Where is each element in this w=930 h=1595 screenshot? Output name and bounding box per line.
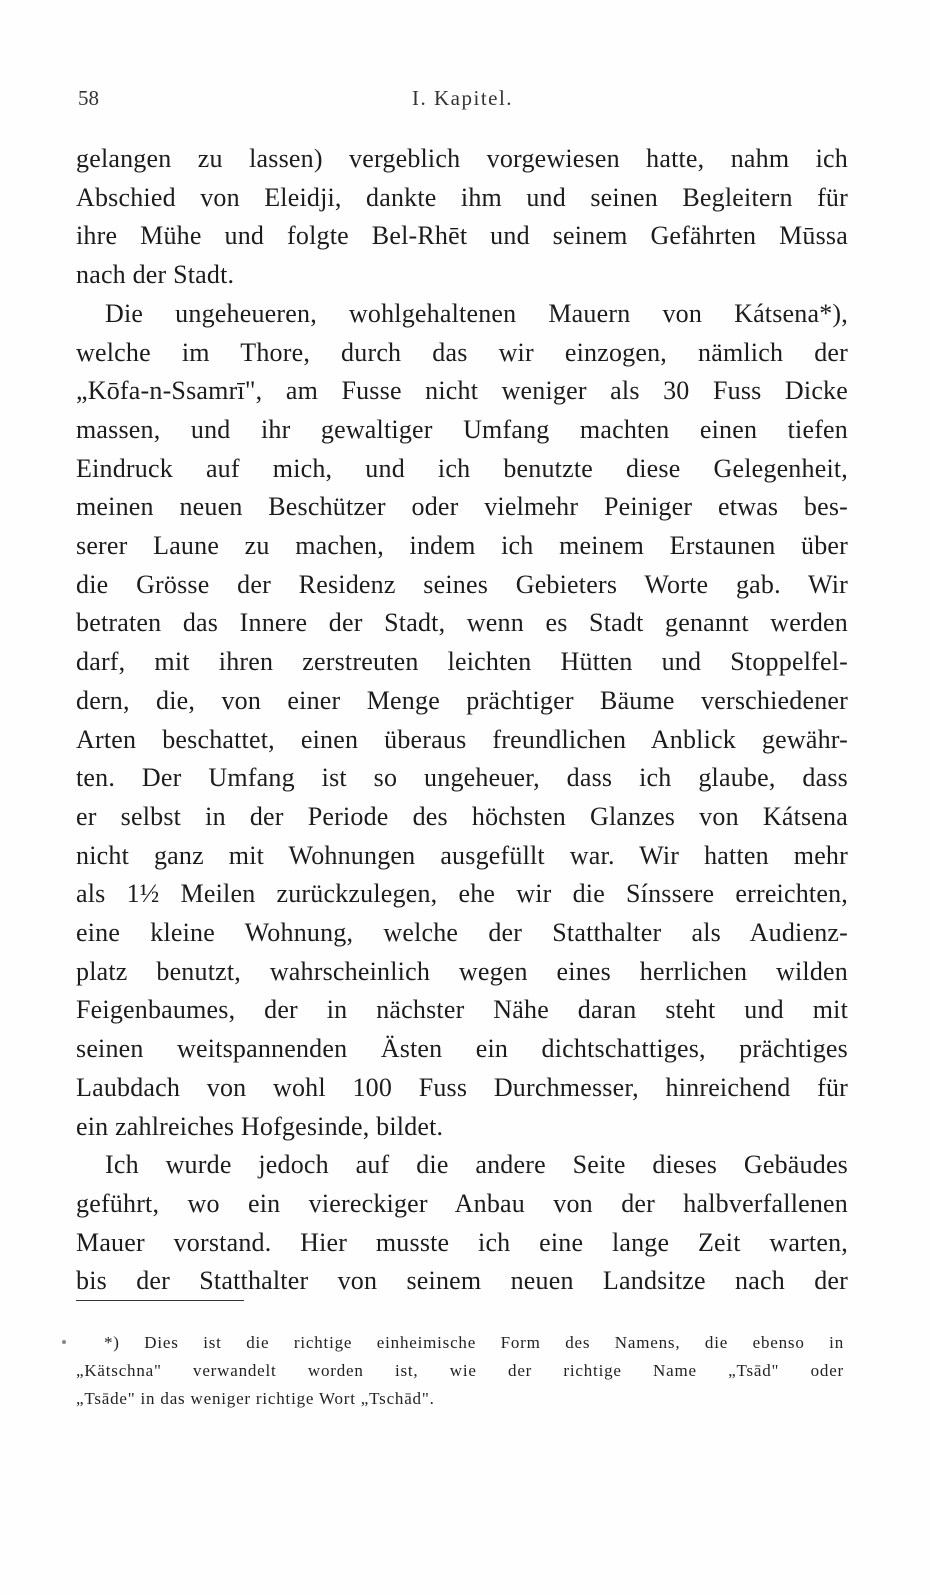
- text-line: ten. Der Umfang ist so ungeheuer, dass ich glaube, dass: [76, 763, 848, 793]
- footnote-line: „Kätschna" verwandelt worden ist, wie der richtige Name „Tsād" oder: [76, 1361, 844, 1380]
- body-text: [76, 140, 848, 1301]
- text-line: Die ungeheueren, wohlgehaltenen Mauern von Kátsena*),: [105, 298, 848, 328]
- text-line: Feigenbaumes, der in nächster Nähe daran steht und mit: [76, 995, 848, 1025]
- scan-speck: [62, 1340, 66, 1344]
- running-head: I. Kapitel.: [412, 86, 514, 110]
- paragraph-2: [76, 295, 848, 1146]
- footnote-line: *) Dies ist die richtige einheimische Form des Namens, die ebenso in: [104, 1333, 844, 1352]
- text-line: die Grösse der Residenz seines Gebieters Worte gab. Wir: [76, 569, 848, 599]
- text-line: ihre Mühe und folgte Bel-Rhēt und seinem Gefährten Mūssa: [76, 221, 848, 251]
- text-line: dern, die, von einer Menge prächtiger Bäume verschiedener: [76, 685, 848, 715]
- text-line: ein zahlreiches Hofgesinde, bildet.: [76, 1111, 444, 1141]
- text-line: bis der Statthalter von seinem neuen Landsitze nach der: [76, 1266, 848, 1296]
- paragraph-3: [76, 1146, 848, 1301]
- text-line: serer Laune zu machen, indem ich meinem Erstaunen über: [76, 531, 848, 561]
- text-line: seinen weitspannenden Ästen ein dichtschattiges, prächtiges: [76, 1034, 848, 1064]
- text-line: gelangen zu lassen) vergeblich vorgewiesen hatte, nahm ich: [76, 144, 848, 173]
- text-line: nach der Stadt.: [76, 260, 235, 290]
- text-line: eine kleine Wohnung, welche der Statthalter als Audienz-: [76, 918, 848, 948]
- page-number: 58: [78, 86, 99, 110]
- footnote: [76, 1329, 844, 1413]
- footnote-line: „Tsāde" in das weniger richtige Wort „Tschād".: [76, 1389, 435, 1408]
- page-header: [78, 86, 848, 116]
- text-line: er selbst in der Periode des höchsten Glanzes von Kátsena: [76, 801, 848, 831]
- text-line: platz benutzt, wahrscheinlich wegen eines herrlichen wilden: [76, 956, 848, 986]
- text-line: nicht ganz mit Wohnungen ausgefüllt war. Wir hatten mehr: [76, 840, 848, 870]
- text-line: Arten beschattet, einen überaus freundlichen Anblick gewähr-: [76, 724, 848, 754]
- text-line: meinen neuen Beschützer oder vielmehr Peiniger etwas bes-: [76, 492, 848, 522]
- text-line: als 1½ Meilen zurückzulegen, ehe wir die Sínssere erreichten,: [76, 879, 848, 909]
- text-line: „Kōfa-n-Ssamrī", am Fusse nicht weniger als 30 Fuss Dicke: [76, 376, 848, 406]
- paragraph-1: [76, 140, 848, 295]
- text-line: welche im Thore, durch das wir einzogen, nämlich der: [76, 337, 848, 367]
- text-line: betraten das Innere der Stadt, wenn es Stadt genannt werden: [76, 608, 848, 638]
- text-line: massen, und ihr gewaltiger Umfang machten einen tiefen: [76, 414, 848, 444]
- text-line: Ich wurde jedoch auf die andere Seite dieses Gebäudes: [105, 1150, 848, 1180]
- text-line: Abschied von Eleidji, dankte ihm und seinen Begleitern für: [76, 182, 848, 212]
- text-line: Eindruck auf mich, und ich benutzte diese Gelegenheit,: [76, 453, 848, 483]
- footnote-rule: [76, 1300, 244, 1301]
- text-line: Mauer vorstand. Hier musste ich eine lange Zeit warten,: [76, 1227, 848, 1257]
- text-line: darf, mit ihren zerstreuten leichten Hütten und Stoppelfel-: [76, 647, 848, 677]
- text-line: geführt, wo ein viereckiger Anbau von der halbverfallenen: [76, 1188, 848, 1218]
- text-line: Laubdach von wohl 100 Fuss Durchmesser, hinreichend für: [76, 1072, 848, 1102]
